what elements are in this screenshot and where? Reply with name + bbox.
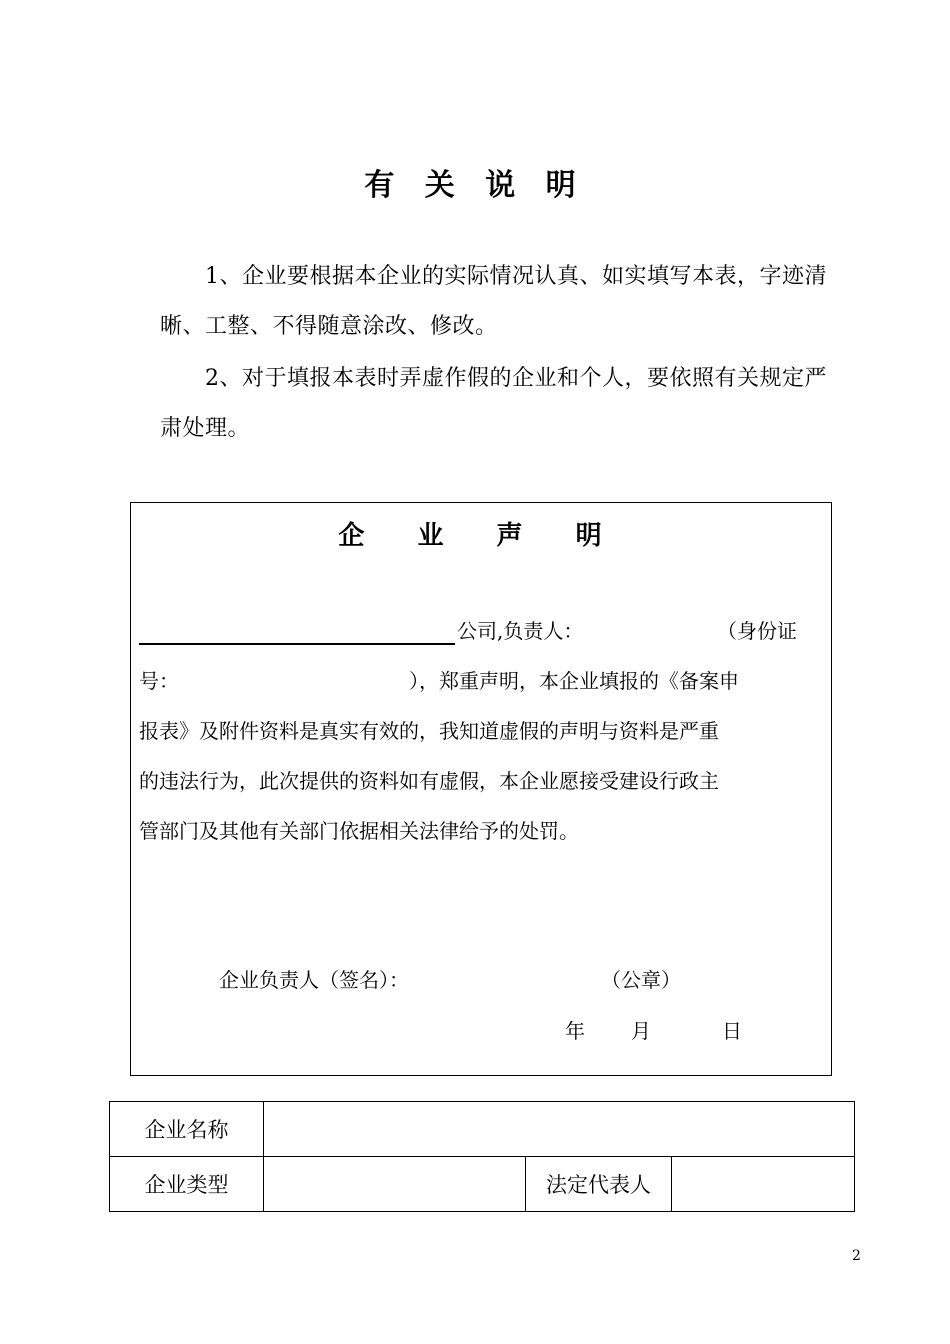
- declaration-line-2: [139, 667, 829, 695]
- date-month: 月: [631, 1019, 651, 1043]
- declaration-title: 企 业 声 明: [338, 521, 624, 551]
- note-item-1: 1、企业要根据本企业的实际情况认真、如实填写本表，字迹清晰、工整、不得随意涂改、修改。: [160, 264, 827, 339]
- seal-label: （公章）: [601, 968, 681, 992]
- company-name-label: 企业名称: [110, 1102, 264, 1157]
- company-name-field[interactable]: [264, 1102, 855, 1157]
- page-number: 2: [852, 1248, 861, 1264]
- legal-rep-field[interactable]: [672, 1157, 855, 1212]
- note-item-2: 2、对于填报本表时弄虚作假的企业和个人，要依照有关规定严肃处理。: [160, 366, 827, 441]
- declaration-line-3: 报表》及附件资料是真实有效的，我知道虚假的声明与资料是严重: [139, 719, 719, 743]
- page-title: 有 关 说 明: [364, 168, 586, 203]
- table-row: [110, 1102, 855, 1157]
- declaration-line-4: 的违法行为，此次提供的资料如有虚假，本企业愿接受建设行政主: [139, 769, 719, 793]
- declaration-line-2-text: ），郑重声明，本企业填报的《备案申: [409, 669, 739, 693]
- date-day: 日: [722, 1019, 742, 1043]
- date-year: 年: [565, 1019, 585, 1043]
- declaration-box: [130, 502, 832, 1076]
- id-label: （身份证: [717, 619, 797, 643]
- declaration-line-5: 管部门及其他有关部门依据相关法律给予的处罚。: [139, 819, 579, 843]
- company-name-blank: [139, 621, 455, 645]
- company-suffix: 公司,负责人：: [457, 619, 584, 643]
- declaration-line-1: [139, 617, 829, 645]
- id-prefix: 号：: [139, 669, 179, 693]
- table-row: [110, 1157, 855, 1212]
- company-info-table: [109, 1101, 855, 1212]
- legal-rep-label: 法定代表人: [526, 1157, 672, 1212]
- signature-label: 企业负责人（签名）：: [219, 968, 409, 992]
- company-type-field[interactable]: [264, 1157, 526, 1212]
- company-type-label: 企业类型: [110, 1157, 264, 1212]
